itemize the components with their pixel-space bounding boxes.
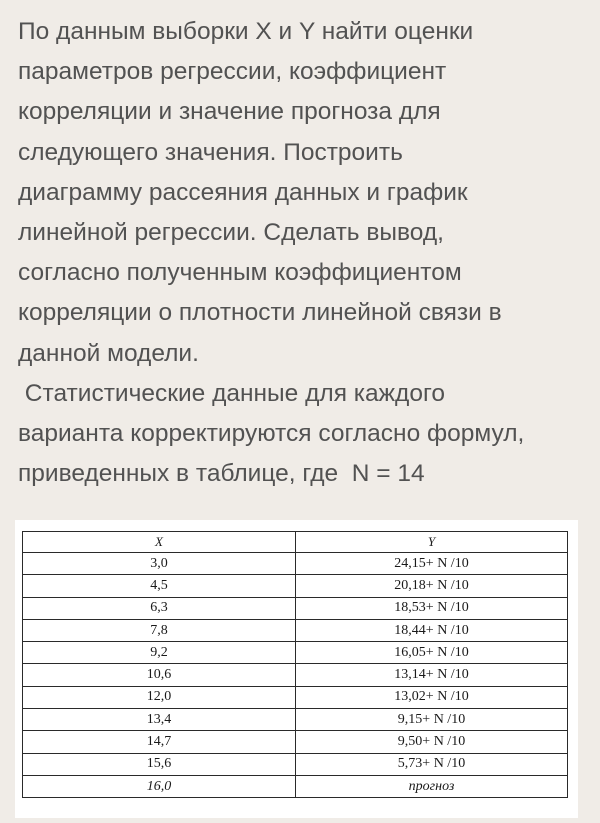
cell-y: 16,05+ N /10 [296,642,568,664]
cell-x: 9,2 [23,642,296,664]
data-table [22,531,568,798]
task-line: данной модели. [18,339,199,367]
cell-x: 7,8 [23,619,296,641]
table-row [23,731,568,753]
task-line: Статистические данные для каждого [18,379,445,407]
cell-x: 3,0 [23,553,296,575]
task-line: варианта корректируются согласно формул, [18,420,525,448]
cell-x: 14,7 [23,731,296,753]
task-text [18,12,593,494]
cell-x: 16,0 [23,775,296,797]
cell-x: 6,3 [23,597,296,619]
data-table-panel [15,520,578,818]
cell-y: 18,44+ N /10 [296,619,568,641]
cell-x: 12,0 [23,686,296,708]
cell-y: 9,15+ N /10 [296,709,568,731]
cell-x: 4,5 [23,575,296,597]
table-row [23,686,568,708]
table-row-forecast [23,775,568,797]
task-line: следующего значения. Построить [18,138,403,166]
task-line: согласно полученным коэффициентом [18,259,462,287]
table-header-row [23,532,568,553]
cell-y: 24,15+ N /10 [296,553,568,575]
table-row [23,575,568,597]
cell-y: 20,18+ N /10 [296,575,568,597]
cell-x: 15,6 [23,753,296,775]
cell-y: прогноз [296,775,568,797]
cell-y: 13,14+ N /10 [296,664,568,686]
cell-y: 13,02+ N /10 [296,686,568,708]
cell-y: 5,73+ N /10 [296,753,568,775]
table-row [23,642,568,664]
cell-y: 18,53+ N /10 [296,597,568,619]
task-line: корреляции о плотности линейной связи в [18,299,502,327]
cell-x: 10,6 [23,664,296,686]
task-line: диаграмму рассеяния данных и график [18,178,468,206]
header-x: X [23,532,296,553]
header-y: Y [296,532,568,553]
table-row [23,619,568,641]
table-row [23,597,568,619]
task-line: приведенных в таблице, где N = 14 [18,460,425,488]
task-line: По данным выборки X и Y найти оценки [18,18,474,45]
cell-y: 9,50+ N /10 [296,731,568,753]
cell-x: 13,4 [23,709,296,731]
task-line: параметров регрессии, коэффициент [18,58,447,86]
table-row [23,553,568,575]
task-line: корреляции и значение прогноза для [18,98,441,126]
task-line: линейной регрессии. Сделать вывод, [18,219,444,247]
table-row [23,664,568,686]
table-row [23,753,568,775]
table-row [23,709,568,731]
